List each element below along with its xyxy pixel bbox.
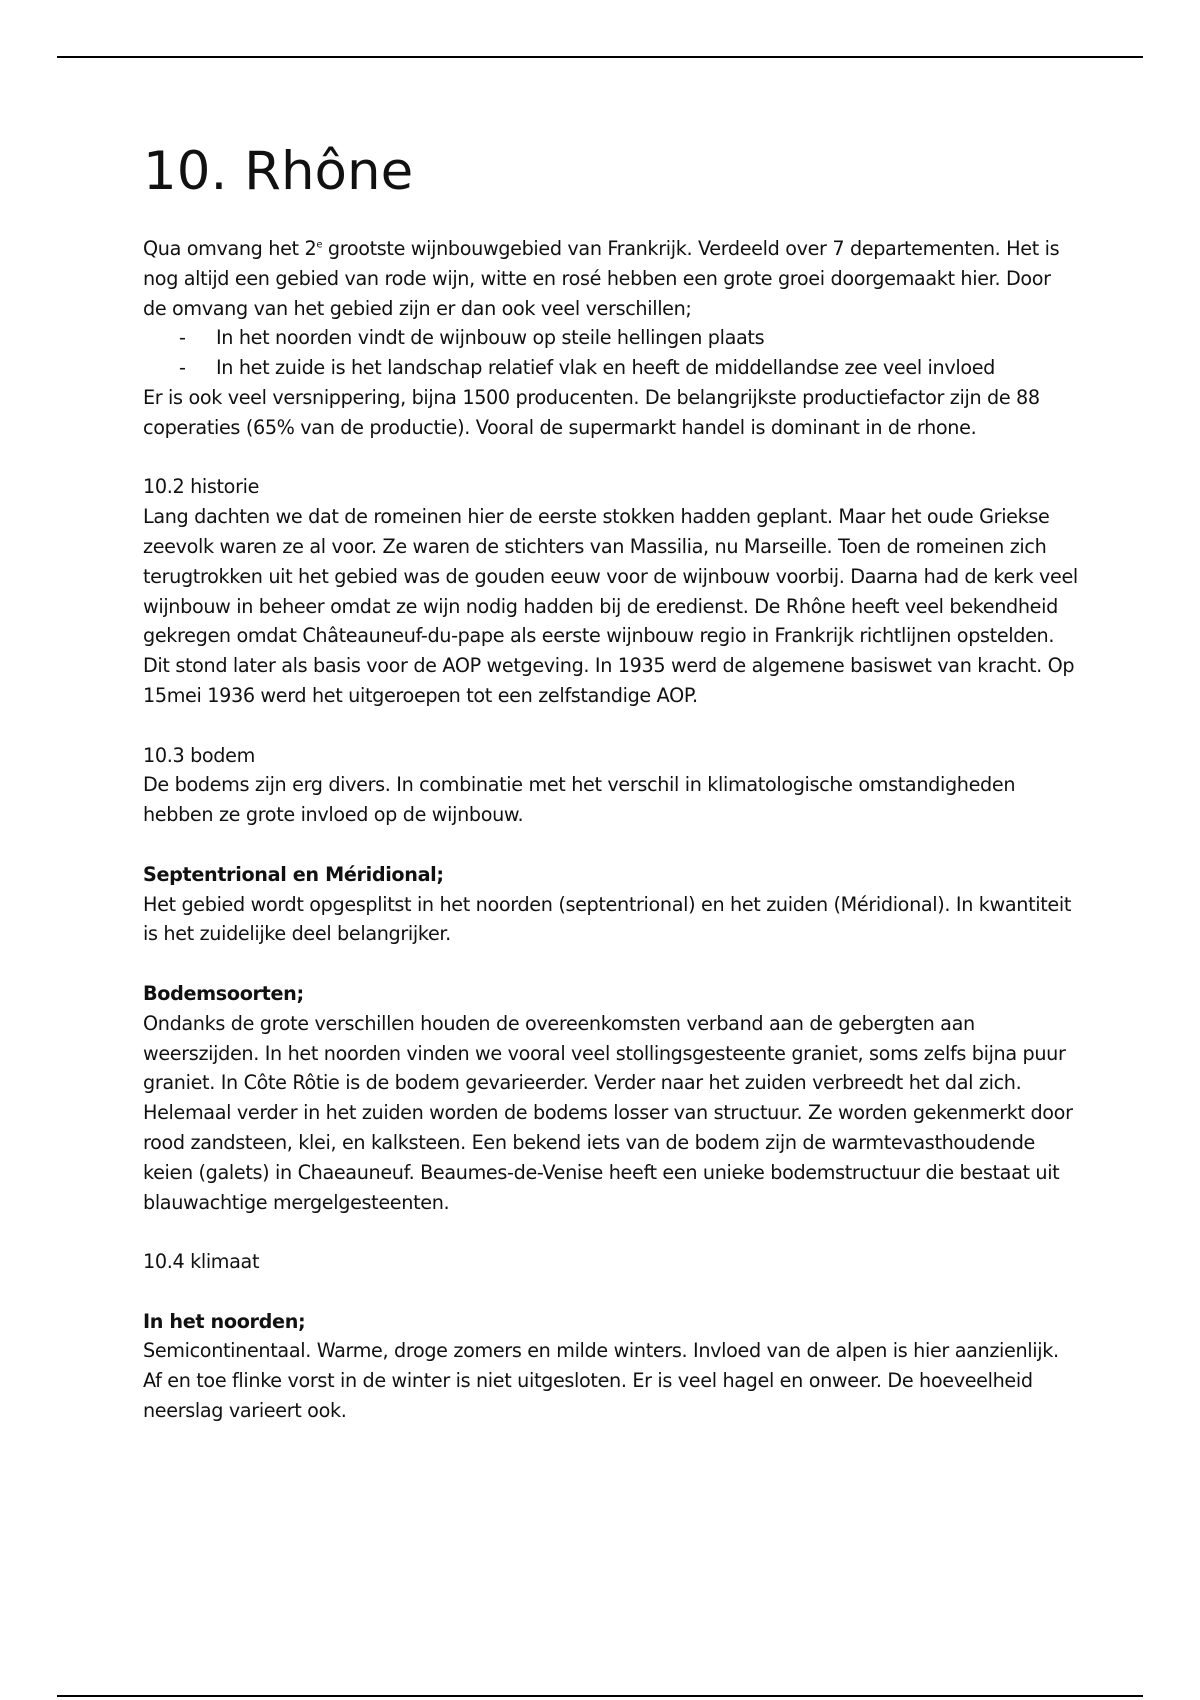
list-item-text: In het zuide is het landschap relatief vlak en heeft de middellandse zee veel invloed: [216, 356, 996, 380]
dash-bullet: -: [179, 326, 186, 350]
noorden-heading: In het noorden;: [143, 1309, 306, 1333]
bodemsoorten-paragraph: Ondanks de grote verschillen houden de overeenkomsten verband aan de gebergten aan weerszijden. In het noorden vinden we vooral veel stollingsgesteente graniet, soms zelfs bijna puur graniet. In Côte Rôtie is de bodem gevarieerder. Verder naar het zuiden verbreedt het dal zich. Helemaal verder in het zuiden worden de bodems losser van structuur. Ze worden gekenmerkt door rood zandsteen, klei, en kalksteen. Een bekend iets van de bodem zijn de warmtevasthoudende keien (galets) in Chaeauneuf. Beaumes-de-Venise heeft een unieke bodemstructuur die bestaat uit blauwachtige mergelgesteenten.: [143, 1011, 1073, 1214]
bodem-paragraph: De bodems zijn erg divers. In combinatie met het verschil in klimatologische omstandigheden hebben ze grote invloed op de wijnbouw.: [143, 773, 1016, 827]
ordinal-superscript: e: [316, 239, 323, 251]
intro-paragraph: [143, 234, 1078, 323]
historie-section: [143, 472, 1078, 710]
septentrional-heading: Septentrional en Méridional;: [143, 862, 444, 886]
list-item-text: In het noorden vindt de wijnbouw op steile hellingen plaats: [216, 326, 765, 350]
klimaat-section: [143, 1247, 1078, 1277]
bodemsoorten-section: [143, 979, 1078, 1217]
bodem-heading: 10.3 bodem: [143, 743, 255, 767]
septentrional-section: [143, 860, 1078, 949]
noorden-section: [143, 1307, 1078, 1426]
header-rule: [57, 56, 1143, 58]
intro-bullet-list: [143, 323, 1078, 383]
septentrional-paragraph: Het gebied wordt opgesplitst in het noorden (septentrional) en het zuiden (Méridional). In kwantiteit is het zuidelijke deel belangrijker.: [143, 892, 1072, 946]
intro-text-start: Qua omvang het 2: [143, 237, 317, 260]
page-title: 10. Rhône: [143, 141, 414, 202]
intro-closing-paragraph: Er is ook veel versnippering, bijna 1500 producenten. De belangrijkste productiefactor zijn de 88 coperaties (65% van de productie). Vooral de supermarkt handel is dominant in de rhone.: [143, 385, 1040, 439]
intro-section: [143, 234, 1078, 443]
klimaat-heading: 10.4 klimaat: [143, 1250, 260, 1274]
intro-text-rest: grootste wijnbouwgebied van Frankrijk. Verdeeld over 7 departementen. Het is nog altijd een gebied van rode wijn, witte en rosé hebben een grote groei doorgemaakt hier. Door de omvang van het gebied zijn er dan ook veel verschillen;: [143, 237, 1060, 320]
document-body: [143, 140, 1078, 1456]
footer-rule: [57, 1695, 1143, 1697]
bodemsoorten-heading: Bodemsoorten;: [143, 981, 304, 1005]
noorden-paragraph: Semicontinentaal. Warme, droge zomers en milde winters. Invloed van de alpen is hier aanzienlijk. Af en toe flinke vorst in de winter is niet uitgesloten. Er is veel hagel en onweer. De hoeveelheid neerslag varieert ook.: [143, 1339, 1059, 1423]
dash-bullet: -: [179, 356, 186, 380]
bodem-section: [143, 741, 1078, 830]
historie-paragraph: Lang dachten we dat de romeinen hier de eerste stokken hadden geplant. Maar het oude Griekse zeevolk waren ze al voor. Ze waren de stichters van Massilia, nu Marseille. Toen de romeinen zich terugtrokken uit het gebied was de gouden eeuw voor de wijnbouw voorbij. Daarna had de kerk veel wijnbouw in beheer omdat ze wijn nodig hadden bij de eredienst. De Rhône heeft veel bekendheid gekregen omdat Châteauneuf-du-pape als eerste wijnbouw regio in Frankrijk richtlijnen opstelden. Dit stond later als basis voor de AOP wetgeving. In 1935 werd de algemene basiswet van kracht. Op 15mei 1936 werd het uitgeroepen tot een zelfstandige AOP.: [143, 505, 1078, 707]
list-item: [143, 323, 1078, 353]
list-item: [143, 353, 1078, 383]
historie-heading: 10.2 historie: [143, 475, 260, 499]
